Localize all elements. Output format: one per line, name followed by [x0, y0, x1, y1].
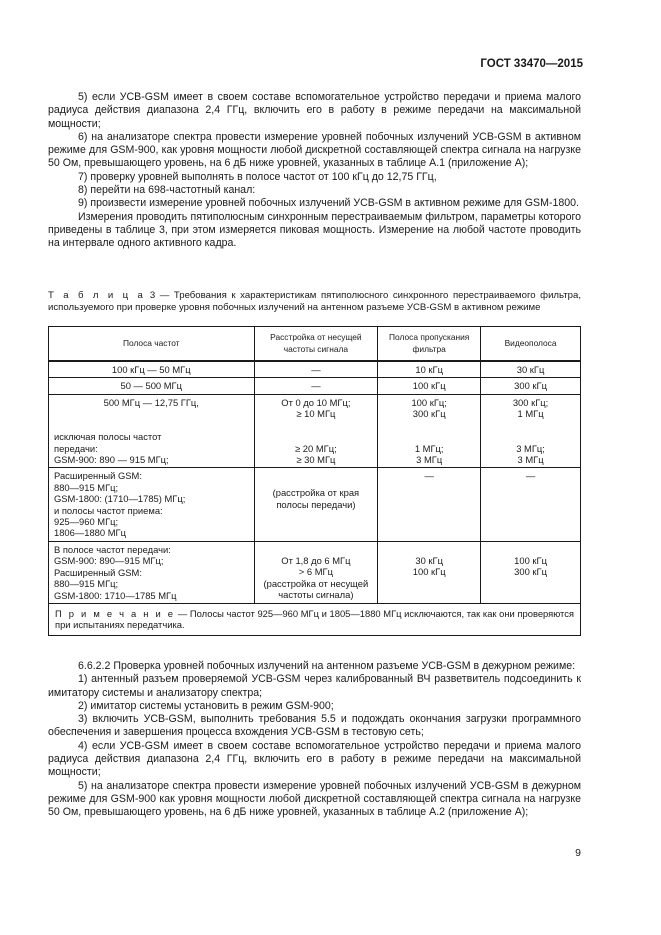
table-cell — [481, 541, 581, 603]
table-cell — [254, 394, 378, 468]
table-cell — [254, 468, 378, 541]
cell-line: 3 МГц — [517, 454, 544, 466]
bottom-paragraphs — [48, 660, 581, 820]
paragraph-step-8: 8) перейти на 698-частотный канал: — [78, 184, 256, 197]
cell-line: 925—960 МГц; — [54, 516, 119, 528]
cell-line: GSM-1800: (1710—1785) МГц; — [54, 493, 186, 505]
table-row — [49, 541, 581, 603]
paragraph-standby-step-1: 1) антенный разъем проверяемой УСВ-GSM через калиброванный ВЧ разветвитель подсоединить к имитатору системы и анализатору спектра; — [48, 673, 581, 699]
cell-line: От 0 до 10 МГц; — [281, 396, 351, 408]
table-cell — [49, 468, 255, 541]
table-caption-text: 3 — Требования к характеристикам пятиполюсного синхронного перестраиваемого фильтра, используемого при проверке уровня побочных излучений на антенном разъеме УСВ-GSM в активном режиме — [48, 290, 581, 313]
filter-requirements-table — [48, 326, 581, 636]
cell-line: ≥ 30 МГц — [296, 454, 336, 466]
table-cell — [49, 541, 255, 603]
cell-line: 500 МГц — 12,75 ГГц, — [103, 396, 199, 408]
cell-line: Расширенный GSM: — [54, 470, 142, 482]
table-header-row — [49, 327, 581, 362]
cell-line: Расширенный GSM: — [54, 566, 142, 578]
cell-line: ≥ 20 МГц; — [295, 442, 337, 454]
paragraph-step-9: 9) произвести измерение уровней побочных излучений УСВ-GSM в активном режиме для GSM-1800. — [78, 197, 579, 210]
table-caption-label: Т а б л и ц а — [48, 290, 146, 301]
cell-line: 100 кГц; — [411, 396, 447, 408]
table-row — [49, 378, 581, 394]
paragraph-standby-step-2: 2) имитатор системы установить в режим GSM-900; — [78, 699, 334, 712]
table-cell: 50 — 500 МГц — [49, 378, 255, 394]
cell-line: (расстройка от края — [272, 487, 360, 499]
paragraph-step-6: 6) на анализаторе спектра провести измерение уровней побочных излучений УСВ-GSM в активном режиме для GSM-900, как уровня мощности любой дискретной составляющей спектра сигнала на нагрузке 50 Ом, превышающего уровень, на 6 дБ ниже уровней, указанных в таблице А.1 (приложение А); — [48, 130, 581, 170]
cell-line: GSM-900: 890—915 МГц; — [54, 555, 164, 567]
cell-line: > 6 МГц — [298, 566, 333, 578]
cell-line: 300 кГц; — [512, 396, 549, 408]
paragraph-standby-step-4: 4) если УСВ-GSM имеет в своем составе вспомогательное устройство передачи и приема малого радиуса действия диапазона 2,4 ГГц, включить его в работу в режиме передачи на максимальной мощности; — [48, 739, 581, 779]
table-cell — [49, 394, 255, 468]
table-cell — [254, 541, 378, 603]
table-cell: 100 кГц — 50 МГц — [49, 361, 255, 378]
table-note-row — [49, 603, 581, 635]
cell-line: 3 МГц; — [516, 442, 545, 454]
table-caption — [48, 290, 581, 314]
cell-line: исключая полосы частот — [54, 431, 162, 443]
cell-line: 300 кГц — [412, 408, 446, 420]
cell-line: частоты сигнала) — [278, 589, 354, 601]
cell-line: 1 МГц — [517, 408, 544, 420]
cell-line: 880—915 МГц; — [54, 481, 119, 493]
cell-line: 880—915 МГц; — [54, 578, 119, 590]
table-row — [49, 394, 581, 468]
table-cell: 100 кГц — [378, 378, 481, 394]
header-filter-bandwidth: Полоса пропускания фильтра — [378, 327, 481, 362]
header-frequency-band: Полоса частот — [49, 327, 255, 362]
paragraph-step-5: 5) если УСВ-GSM имеет в своем составе вспомогательное устройство передачи и приема малого радиуса действия диапазона 2,4 ГГц, включить его в работу в режиме передачи на максимальной мощности; — [48, 91, 581, 130]
cell-line: От 1,8 до 6 МГц — [281, 554, 351, 566]
paragraph-standby-step-3: 3) включить УСВ-GSM, выполнить требования 5.5 и подождать окончания загрузки программного обеспечения и завершения процесса вхождения УСВ-GSM в тестовую сеть; — [48, 713, 581, 739]
table-cell — [378, 394, 481, 468]
cell-line: (расстройка от несущей — [263, 577, 369, 589]
paragraph-measurement-method: Измерения проводить пятиполюсным синхронным перестраиваемым фильтром, параметры которого приведены в таблице 3, при этом измеряется пиковая мощность. Измерение на любой частоте проводить на интервале одного активного кадра. — [48, 210, 581, 250]
table-cell: 300 кГц — [481, 378, 581, 394]
table-row — [49, 468, 581, 541]
cell-line: 300 кГц — [514, 566, 547, 578]
page-number: 9 — [575, 847, 581, 859]
paragraph-step-7: 7) проверку уровней выполнять в полосе частот от 100 кГц до 12,75 ГГц, — [78, 170, 437, 183]
table-cell: 30 кГц — [481, 361, 581, 378]
cell-line: ≥ 10 МГц — [296, 408, 336, 420]
header-carrier-offset: Расстройка от несущей частоты сигнала — [254, 327, 378, 362]
cell-line: 100 кГц — [412, 566, 446, 578]
table-row — [49, 361, 581, 378]
cell-line: GSM-900: 890 — 915 МГц; — [54, 454, 169, 466]
cell-line: 1806—1880 МГц — [54, 527, 126, 539]
cell-line: 30 кГц — [415, 554, 443, 566]
cell-line: и полосы частот приема: — [54, 504, 163, 516]
table-cell: — — [254, 361, 378, 378]
table-note — [49, 603, 581, 635]
table-cell: — — [254, 378, 378, 394]
table-cell — [481, 394, 581, 468]
note-text: — Полосы частот 925—960 МГц и 1805—1880 МГц исключаются, так как они проверяются при испытаниях передатчика. — [55, 607, 574, 631]
table-cell: — — [481, 468, 581, 541]
cell-line: 3 МГц — [416, 454, 443, 466]
cell-line: GSM-1800: 1710—1785 МГц — [54, 589, 177, 601]
cell-line: полосы передачи) — [276, 498, 356, 510]
table-cell: 10 кГц — [378, 361, 481, 378]
note-label: П р и м е ч а н и е — [55, 607, 176, 619]
paragraph-standby-step-5: 5) на анализаторе спектра провести измерение уровней побочных излучений УСВ-GSM в дежурном режиме для GSM-900 как уровня мощности любой дискретной составляющей спектра сигнала на нагрузке 50 Ом, превышающего уровень, на 6 дБ ниже уровней, указанных в таблице А.2 (приложение А); — [48, 779, 581, 819]
table-cell: — — [378, 468, 481, 541]
cell-line: В полосе частот передачи: — [54, 543, 171, 555]
cell-line: 1 МГц; — [414, 442, 444, 454]
table-cell — [378, 541, 481, 603]
header-video-bandwidth: Видеополоса — [481, 327, 581, 362]
cell-line: 100 кГц — [514, 554, 547, 566]
document-code: ГОСТ 33470—2015 — [480, 58, 583, 70]
cell-line: передачи: — [54, 442, 98, 454]
top-paragraphs — [48, 91, 581, 251]
section-6-6-2-2-heading: 6.6.2.2 Проверка уровней побочных излучений на антенном разъеме УСВ-GSM в дежурном режиме: — [78, 660, 576, 672]
